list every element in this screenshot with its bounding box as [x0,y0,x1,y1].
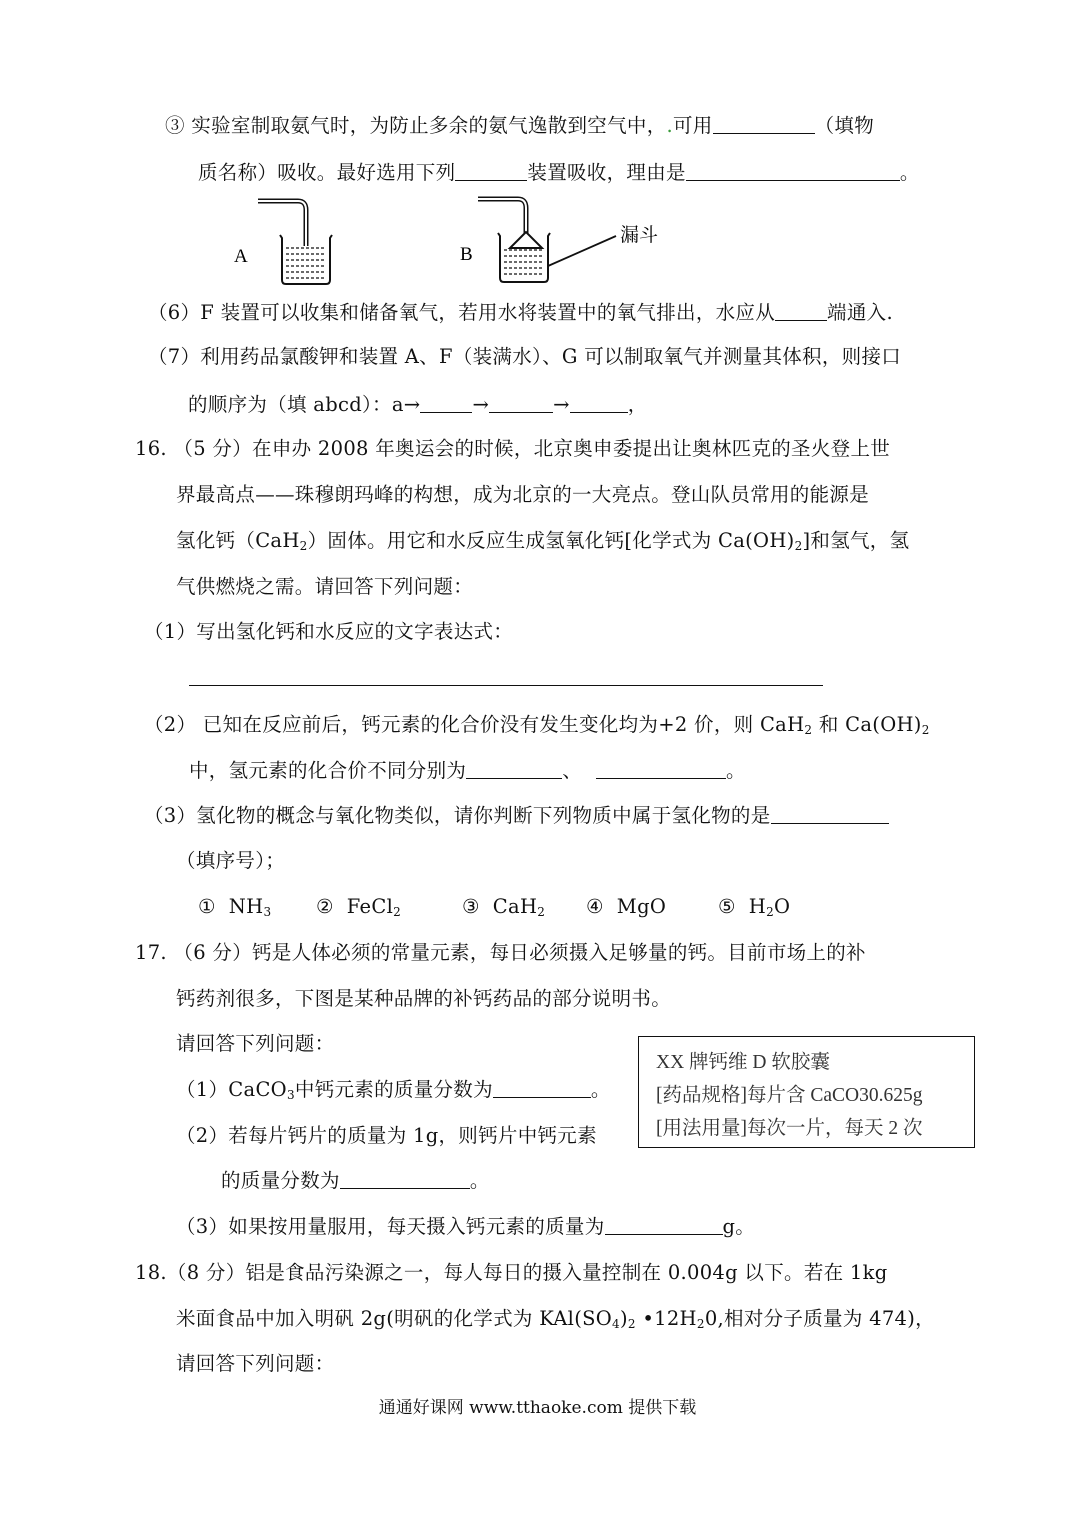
q17-p2-line2 [221,1168,490,1194]
text: MgO [616,895,667,918]
answer-blank[interactable] [686,162,900,181]
q17-line2: 钙药剂很多，下图是某种品牌的补钙药品的部分说明书。 [176,987,672,1010]
text: ② [316,895,334,918]
option-5 [718,894,790,920]
subscript: 2 [299,539,308,553]
text: 的质量分数为 [221,1169,340,1192]
q17-p3 [176,1214,755,1240]
answer-blank[interactable] [605,1216,723,1235]
text: ) [619,1307,628,1330]
answer-blank[interactable] [596,760,726,779]
text: 可用 [673,114,713,137]
q16-line1: 16. （5 分）在申办 2008 年奥运会的时候，北京奥申委提出让奥林匹克的圣火登上世 [135,437,891,460]
subscript: 4 [612,1317,620,1331]
subscript: 3 [286,1088,295,1102]
text: 中，氢元素的化合价不同分别为 [189,759,467,782]
q16-line3 [176,528,909,554]
beaker-b [478,199,616,282]
q15-3-line2 [198,160,920,186]
answer-line[interactable] [189,685,823,686]
q17-p2-line1: （2）若每片钙片的质量为 1g，则钙片中钙元素 [176,1124,597,1147]
text: O [774,895,791,918]
answer-blank[interactable] [771,805,889,824]
text: 中钙元素的质量分数为 [294,1078,493,1101]
text: 。 [899,161,920,184]
box-line-3: [用法用量]每次一片，每天 2 次 [656,1118,923,1139]
text: ， [627,393,648,416]
apparatus-figure [220,188,700,292]
box-line-1: XX 牌钙维 D 软胶囊 [656,1052,830,1073]
option-2 [316,894,462,920]
q16-p3-line2: （填序号）； [176,849,286,872]
text: ③ [462,895,480,918]
option-4 [586,894,718,920]
funnel-label: 漏斗 [620,224,659,246]
subscript: 2 [627,1317,636,1331]
text: （填物 [814,114,875,137]
text: . [666,114,673,137]
answer-blank[interactable] [570,394,628,413]
text: FeCl [346,895,394,918]
text: （6）F 装置可以收集和储备氧气，若用水将装置中的氧气排出，水应从 [148,301,776,324]
q17-line3: 请回答下列问题： [176,1032,335,1055]
answer-blank[interactable] [713,115,815,134]
q16-options [198,894,790,920]
text: 。 [469,1169,490,1192]
q15-7-line1: （7）利用药品氯酸钾和装置 A、F（装满水）、G 可以制取氧气并测量其体积，则接口 [148,345,902,368]
q18-line2 [176,1306,935,1332]
text: → [553,393,570,416]
q16-p2-line1 [144,712,930,738]
answer-blank[interactable] [775,302,827,321]
answer-blank[interactable] [493,1079,591,1098]
text: 。 [590,1078,611,1101]
text: g。 [722,1215,756,1238]
text: 端通入. [827,301,893,324]
text: 、 [562,759,583,782]
text: 米面食品中加入明矾 2g(明矾的化学式为 KAl(SO [176,1307,613,1330]
medicine-label-box [638,1036,975,1148]
q17-line1: 17. （6 分）钙是人体必须的常量元素，每日必须摄入足够量的钙。目前市场上的补 [135,941,866,964]
text: 。 [726,759,746,782]
text: （2） 已知在反应前后，钙元素的化合价没有发生变化均为+2 价，则 CaH [144,713,805,736]
text: ④ [586,895,604,918]
text: NH [228,895,264,918]
answer-blank[interactable] [420,394,472,413]
q16-line4: 气供燃烧之需。请回答下列问题： [176,575,474,598]
subscript: 3 [263,905,272,919]
q15-3-line1 [165,113,874,139]
q18-line1: 18.（8 分）铝是食品污染源之一，每人每日的摄入量控制在 0.004g 以下。若在 1kg [135,1261,888,1284]
answer-blank[interactable] [489,394,553,413]
subscript: 2 [794,539,803,553]
text: （3）氢化物的概念与氧化物类似，请你判断下列物质中属于氢化物的是 [144,804,771,827]
text: 的顺序为（填 abcd）：a→ [188,393,421,416]
subscript: 2 [537,905,546,919]
label-b: B [460,244,473,265]
subscript: 2 [393,905,402,919]
text: ⑤ [718,895,736,918]
option-1 [198,894,316,920]
text: 0,相对分子质量为 474)， [704,1307,935,1330]
text: 装置吸收，理由是 [527,161,686,184]
text: 氢化钙（CaH [176,529,300,552]
text: 和 Ca(OH) [812,713,922,736]
q15-6 [148,300,893,326]
text: （1）CaCO [176,1078,287,1101]
text: CaH [492,895,538,918]
text: ）固体。用它和水反应生成氢氧化钙[化学式为 Ca(OH) [307,529,795,552]
answer-blank[interactable] [340,1170,470,1189]
q18-line3: 请回答下列问题： [176,1352,335,1375]
q17-p1 [176,1077,611,1103]
beaker-a [258,201,332,284]
text: ① [198,895,216,918]
box-line-2: [药品规格]每片含 CaCO30.625g [656,1085,923,1106]
subscript: 2 [766,905,775,919]
text: → [472,393,490,416]
text: •12H [635,1307,697,1330]
subscript: 2 [921,723,930,737]
label-a: A [234,246,248,267]
page-footer: 通通好课网 www.tthaoke.com 提供下载 [378,1398,697,1418]
q16-line2: 界最高点——珠穆朗玛峰的构想，成为北京的一大亮点。登山队员常用的能源是 [176,483,870,506]
q16-p2-line2 [189,758,746,784]
text: 质名称）吸收。最好选用下列 [198,161,456,184]
q16-p3-line1 [144,803,889,829]
text: H [748,895,767,918]
q15-7-line2 [188,392,648,418]
text: （3）如果按用量服用，每天摄入钙元素的质量为 [176,1215,605,1238]
answer-blank[interactable] [455,162,527,181]
text: ]和氢气，氢 [802,529,910,552]
subscript: 2 [696,1317,705,1331]
option-3 [462,894,586,920]
text: ③ 实验室制取氨气时，为防止多余的氨气逸散到空气中， [165,114,667,137]
q16-p1: （1）写出氢化钙和水反应的文字表达式： [144,620,514,643]
answer-blank[interactable] [466,760,562,779]
subscript: 2 [804,723,813,737]
